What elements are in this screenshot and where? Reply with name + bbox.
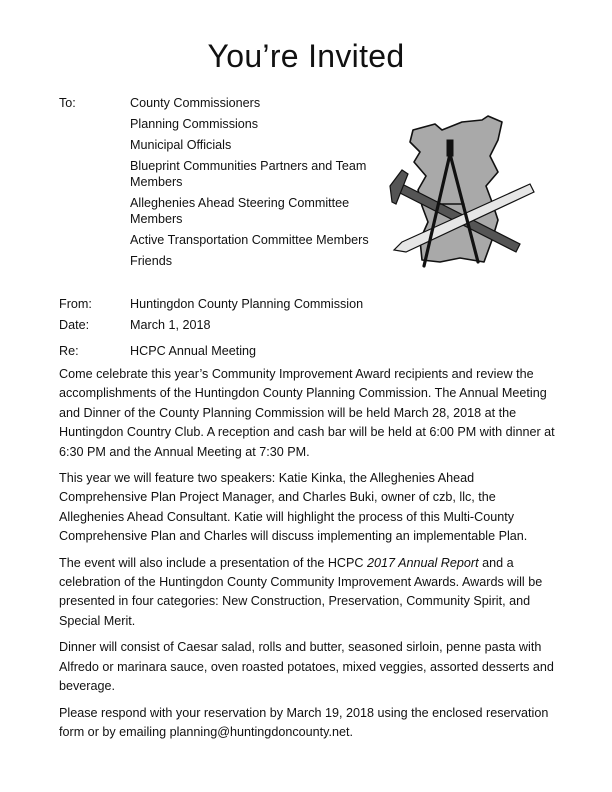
event-paragraph: Come celebrate this year’s Community Improvement Award recipients and review the accomplishments of the Huntingdon County Planning Commission. The Annual Meeting and Dinner of the County Planning Commission will be held March 28, 2018 at the Huntingdon Country Club. A reception and cash bar will be held at 6:00 PM with dinner at 6:30 PM and the Annual Meeting at 7:30 PM. [59,367,555,459]
rsvp-text: Please respond with your reservation by March 19, 2018 using the enclosed reservation form or by emailing [59,705,549,739]
recipient-list [130,95,385,274]
awards-text-start: The event will also include a presentation of the HCPC [59,555,368,570]
planning-tools-map-icon [380,112,550,272]
dinner-paragraph: Dinner will consist of Caesar salad, rolls and butter, seasoned sirloin, penne pasta with Alfredo or marinara sauce, oven roasted potatoes, mixed veggies, assorted desserts and beverage. [59,640,554,694]
re-value: HCPC Annual Meeting [130,344,257,358]
re-label: Re: [59,344,79,358]
from-label: From: [59,297,92,311]
recipient-item: Blueprint Communities Partners and Team Members [130,159,367,189]
invitation-body [59,365,559,749]
rsvp-email-link[interactable]: planning@huntingdoncounty.net [169,724,350,739]
to-label: To: [59,96,76,110]
illustration-svg [380,112,550,272]
rsvp-text-end: . [349,724,354,739]
from-value: Huntingdon County Planning Commission [130,297,364,311]
date-value: March 1, 2018 [130,318,211,332]
recipient-item: Planning Commissions [130,117,259,131]
recipient-item: Active Transportation Committee Members [130,233,369,247]
rsvp-paragraph [59,704,559,743]
recipient-item: Municipal Officials [130,138,232,152]
awards-paragraph [59,554,559,632]
date-label: Date: [59,318,90,332]
speakers-paragraph: This year we will feature two speakers: Katie Kinka, the Alleghenies Ahead Comprehensive Plan Project Manager, and Charles Buki, owner of czb, llc, the Alleghenies Ahead Consultant. Katie will highlight the process of this Multi-County Comprehensive Plan and Charles will discuss implementing an implementable Plan. [59,471,528,544]
page-title: You’re Invited [207,38,405,74]
recipient-item: Friends [130,254,172,268]
awards-text-end: and a celebration of the Huntingdon County Community Improvement Awards. Awards will be presented in four categories: New Construction, Preservation, Community Spirit, and Special Merit. [59,555,543,628]
recipient-item: Alleghenies Ahead Steering Committee Members [130,196,350,226]
annual-report-title: 2017 Annual Report [367,555,479,570]
recipient-item: County Commissioners [130,96,261,110]
